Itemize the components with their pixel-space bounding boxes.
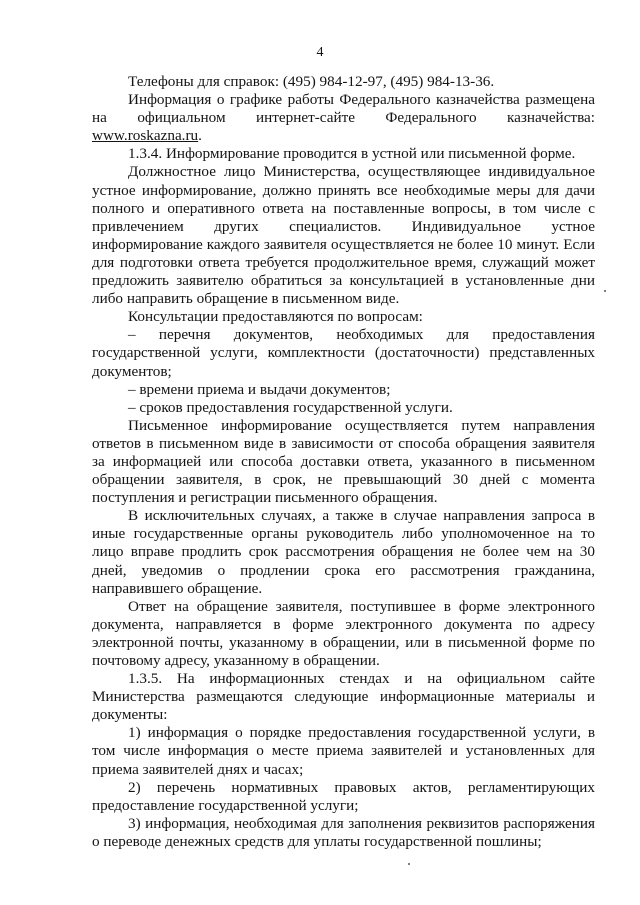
paragraph-written-informing: Письменное информирование осуществляется путем направления ответов в письменном виде в зависимости от способа обращения заявителя за информацией или способа доставки ответа, указанного в письменном обращении заявителя, в срок, не превышающий 30 дней с момента поступления и регистрации письменного обращения.	[92, 416, 595, 507]
list-item-documents: – перечня документов, необходимых для предоставления государственной услуги, комплектности (достаточности) представленных документов;	[92, 326, 595, 380]
list-item-reception-time: – времени приема и выдачи документов;	[128, 380, 391, 398]
paragraph-1-3-4: 1.3.4. Информирование проводится в устной или письменной форме.	[128, 145, 576, 163]
roskazna-link[interactable]: www.roskazna.ru	[92, 127, 199, 145]
list-item-legal-acts: 2) перечень нормативных правовых актов, регламентирующих предоставление государственной услуги;	[92, 778, 595, 814]
paragraph-phones: Телефоны для справок: (495) 984-12-97, (495) 984-13-36.	[128, 73, 495, 90]
paragraph-consultations-intro: Консультации предоставляются по вопросам:	[128, 308, 423, 326]
link-suffix: .	[198, 127, 202, 145]
schedule-info-text: Информация о графике работы Федерального казначейства размещена на официальном интернет-сайте Федерального казначейства:	[92, 91, 595, 127]
paragraph-electronic-answer: Ответ на обращение заявителя, поступившее в форме электронного документа, направляется в форме электронного документа по адресу электронной почты, указанному в обращении, или в письменной форме по почтовому адресу, указанному в обращении.	[92, 597, 595, 669]
list-item-procedure-info: 1) информация о порядке предоставления государственной услуги, в том числе информация о месте приема заявителей и установленных для приема заявителей днях и часах;	[92, 724, 595, 778]
document-body	[92, 73, 595, 851]
scan-speck	[408, 863, 410, 865]
paragraph-schedule-info	[92, 91, 595, 145]
page-number: 4	[316, 45, 324, 60]
scan-speck	[604, 290, 606, 292]
list-item-service-terms: – сроков предоставления государственной услуги.	[128, 398, 453, 416]
list-item-payment-details: 3) информация, необходимая для заполнения реквизитов распоряжения о переводе денежных средств для уплаты государственной пошлины;	[92, 814, 595, 850]
paragraph-1-3-5: 1.3.5. На информационных стендах и на официальном сайте Министерства размещаются следующие информационные материалы и документы:	[92, 670, 595, 724]
paragraph-exceptional-cases: В исключительных случаях, а также в случае направления запроса в иные государственные органы руководитель либо уполномоченное на то лицо вправе продлить срок рассмотрения обращения не более чем на 30 дней, уведомив о продлении срока его рассмотрения гражданина, направившего обращение.	[92, 507, 595, 597]
paragraph-oral-informing: Должностное лицо Министерства, осуществляющее индивидуальное устное информирование, должно принять все необходимые меры для дачи полного и оперативного ответа на поставленные вопросы, в том числе с привлечением других специалистов. Индивидуальное устное информирование каждого заявителя осуществляется не более 10 минут. Если для подготовки ответа требуется продолжительное время, служащий может предложить заявителю обратиться за консультацией в установленные дни либо направить обращение в письменном виде.	[92, 163, 595, 308]
